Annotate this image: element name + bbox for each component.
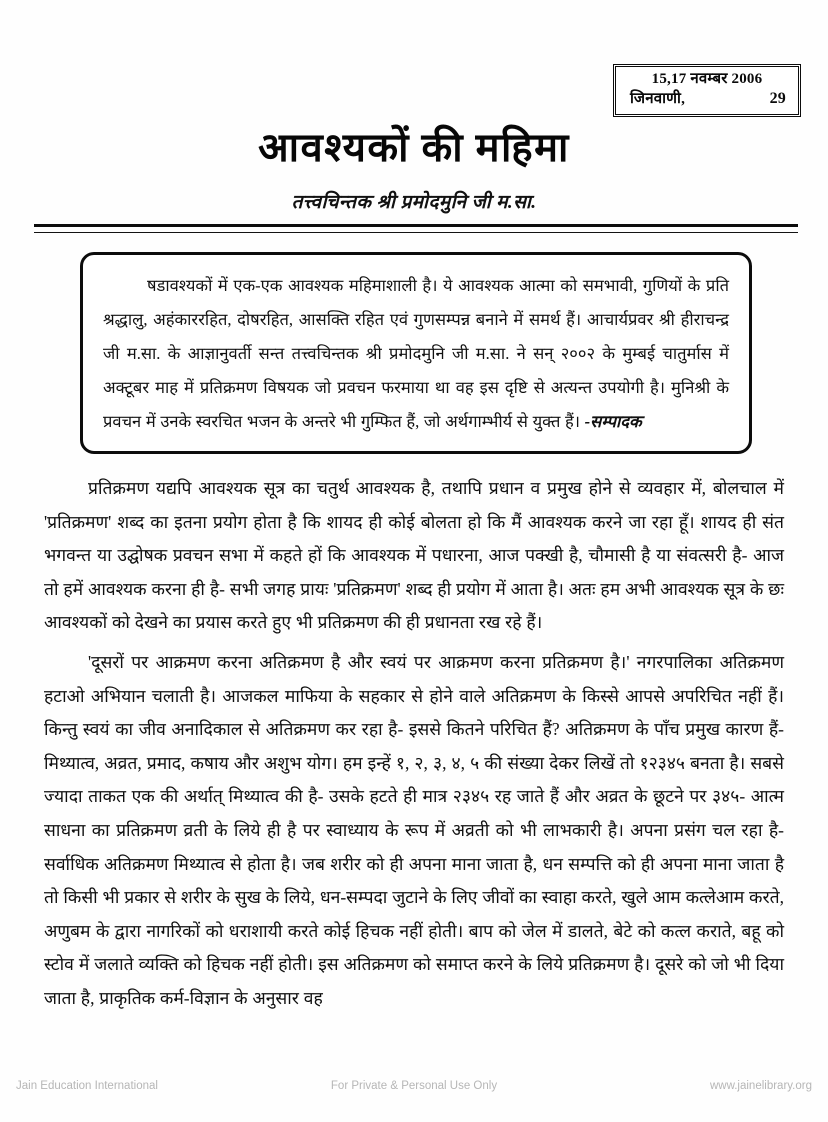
journal-name: जिनवाणी, — [630, 91, 686, 108]
journal-and-page — [620, 89, 794, 109]
issue-date: 15,17 नवम्बर 2006 — [651, 71, 763, 87]
footer-website[interactable]: www.jainelibrary.org — [709, 1080, 812, 1092]
article-body — [44, 472, 784, 1016]
page-number: 29 — [769, 90, 786, 108]
footer-usage-notice: For Private & Personal Use Only — [330, 1080, 498, 1092]
editor-intro-box — [80, 252, 752, 454]
issue-info-box — [613, 64, 801, 117]
article-author: तत्त्वचिन्तक श्री प्रमोदमुनि जी म.सा. — [291, 192, 537, 213]
editor-credit: -सम्पादक — [584, 411, 642, 431]
page-footer — [0, 1080, 828, 1100]
editor-intro-text — [103, 269, 729, 439]
body-paragraph: 'दूसरों पर आक्रमण करना अतिक्रमण है और स्वयं पर आक्रमण करना प्रतिक्रमण है।' नगरपालिका अतिक्रमण हटाओ अभियान चलाती है। आजकल माफिया के सहकार से होने वाले अतिक्रमण के किस्से आपसे अपरिचित नहीं हैं। किन्तु स्वयं का जीव अनादिकाल से अतिक्रमण कर रहा है- इससे कितने परिचित हैं? अतिक्रमण के पाँच प्रमुख कारण हैं- मिथ्यात्व, अव्रत, प्रमाद, कषाय और अशुभ योग। हम इन्हें १, २, ३, ४, ५ की संख्या देकर लिखें तो १२३४५ बनता है। सबसे ज्यादा ताकत एक की अर्थात् मिथ्यात्व की है- उसके हटते ही मात्र २३४५ रह जाते हैं और अव्रत के छूटने पर ३४५- आत्म साधना का प्रतिक्रमण व्रती के लिये ही है पर स्वाध्याय के रूप में अव्रती को भी लाभकारी है। अपना प्रसंग चल रहा है- सर्वाधिक अतिक्रमण मिथ्यात्व से होता है। जब शरीर को ही अपना माना जाता है, धन सम्पत्ति को ही अपना माना जाता है तो किसी भी प्रकार से शरीर के सुख के लिये, धन-सम्पदा जुटाने के लिए जीवों का स्वाहा करते, खुले आम कत्लेआम करते, अणुबम के द्वारा नागरिकों को धराशायी करते कोई हिचक नहीं होती। बाप को जेल में डालते, बेटे को कत्ल कराते, बहू को स्टोव में जलाते व्यक्ति को हिचक नहीं होती। इस अतिक्रमण को समाप्त करने के लिये प्रतिक्रमण है। दूसरे को जो भी दिया जाता है, प्राकृतिक कर्म-विज्ञान के अनुसार वह — [44, 651, 784, 1008]
editor-intro-body: षडावश्यकों में एक-एक आवश्यक महिमाशाली है। ये आवश्यक आत्मा को सम‌भावी, गुणियों के प्रति श्रद्धालु, अहंकाररहित, दोषरहित, आसक्ति रहित एवं गुणसम्पन्न बनाने में समर्थ हैं। आचार्यप्रवर श्री हीराचन्द्र जी म.सा. के आज्ञानुवर्ती सन्त तत्त्वचिन्तक श्री प्रमोदमुनि जी म.सा. ने सन् २००२ के मुम्बई चातुर्मास में अक्टूबर माह में प्रतिक्रमण विषयक जो प्रवचन फरमाया था वह इस दृष्टि से अत्यन्त उपयोगी है। मुनिश्री के प्रवचन में उनके स्वरचित भजन के अन्तरे भी गुम्फित हैं, जो अर्थगाम्भीर्य से युक्त हैं। — [103, 276, 729, 431]
footer-organization: Jain Education International — [16, 1080, 158, 1092]
header-divider-rule — [34, 224, 798, 233]
body-paragraph: प्रतिक्रमण यद्यपि आवश्यक सूत्र का चतुर्थ आवश्यक है, तथापि प्रधान व प्रमुख होने से व्यवहार में, बोलचाल में 'प्रतिक्रमण' शब्द का इतना प्रयोग होता है कि शायद ही कोई बोलता हो कि मैं आवश्यक करने जा रहा हूँ। शायद ही संत भगवन्त या उद्घोषक प्रवचन सभा में कहते हों कि आवश्यक में पधारना, आज पक्खी है, चौमासी है या संवत्सरी है- आज तो हमें आवश्यक करना ही है- सभी जगह प्रायः 'प्रतिक्रमण' शब्द ही प्रयोग में आता है। अतः हम अभी आवश्यक सूत्र के छः आवश्यकों को देखने का प्रयास करते हुए भी प्रतिक्रमण की ही प्रधानता रख रहे हैं। — [44, 478, 784, 633]
article-title: आवश्यकों की महिमा — [258, 125, 570, 170]
